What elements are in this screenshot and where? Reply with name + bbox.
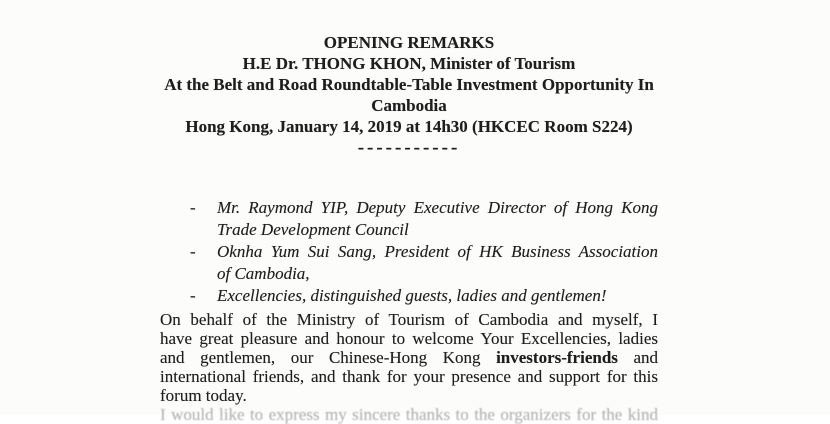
header-event-line-2: Cambodia bbox=[371, 96, 447, 115]
paragraph-line: On behalf of the Ministry of Tourism of Cambodia and myself, I bbox=[160, 310, 658, 329]
salutation-text bbox=[217, 285, 658, 307]
document-content bbox=[160, 0, 658, 424]
paragraph-text: and bbox=[633, 348, 658, 367]
header-date-location: Hong Kong, January 14, 2019 at 14h30 (HKCEC Room S224) bbox=[185, 117, 633, 136]
paragraph-line: international friends, and thank for your presence and support for this bbox=[160, 367, 658, 386]
bold-emphasis: investors-friends bbox=[496, 348, 618, 367]
document-header bbox=[160, 32, 658, 137]
salutation-line: Mr. Raymond YIP, Deputy Executive Director of Hong Kong bbox=[217, 198, 658, 217]
paragraph-line: have great pleasure and honour to welcome Your Excellencies, ladies bbox=[160, 329, 658, 348]
dash-bullet: - bbox=[190, 286, 196, 305]
list-item bbox=[160, 241, 658, 285]
salutation-text bbox=[217, 241, 658, 285]
dashed-separator: ----------- bbox=[357, 137, 461, 158]
salutation-line: of Cambodia, bbox=[217, 264, 310, 283]
header-title: OPENING REMARKS bbox=[323, 33, 495, 52]
salutation-list bbox=[160, 197, 658, 307]
partial-next-paragraph: I would like to express my sincere thanks to the organizers for the kind bbox=[160, 405, 658, 424]
salutation-line: Trade Development Council bbox=[217, 220, 409, 239]
paragraph-line bbox=[160, 348, 658, 367]
header-speaker: H.E Dr. THONG KHON, Minister of Tourism bbox=[242, 54, 576, 73]
salutation-line: Oknha Yum Sui Sang, President of HK Business Association bbox=[217, 242, 658, 261]
header-event-line-1: At the Belt and Road Roundtable-Table Investment Opportunity In bbox=[164, 75, 654, 94]
paragraph-text: and gentlemen, our Chinese-Hong Kong bbox=[160, 348, 481, 367]
dash-bullet: - bbox=[190, 242, 196, 261]
body-paragraph bbox=[160, 310, 658, 405]
paragraph-line: forum today. bbox=[160, 386, 247, 405]
salutation-text bbox=[217, 197, 658, 241]
list-item bbox=[160, 197, 658, 241]
salutation-line: Excellencies, distinguished guests, ladies and gentlemen! bbox=[217, 286, 607, 305]
dash-bullet: - bbox=[190, 198, 196, 217]
list-item bbox=[160, 285, 658, 307]
